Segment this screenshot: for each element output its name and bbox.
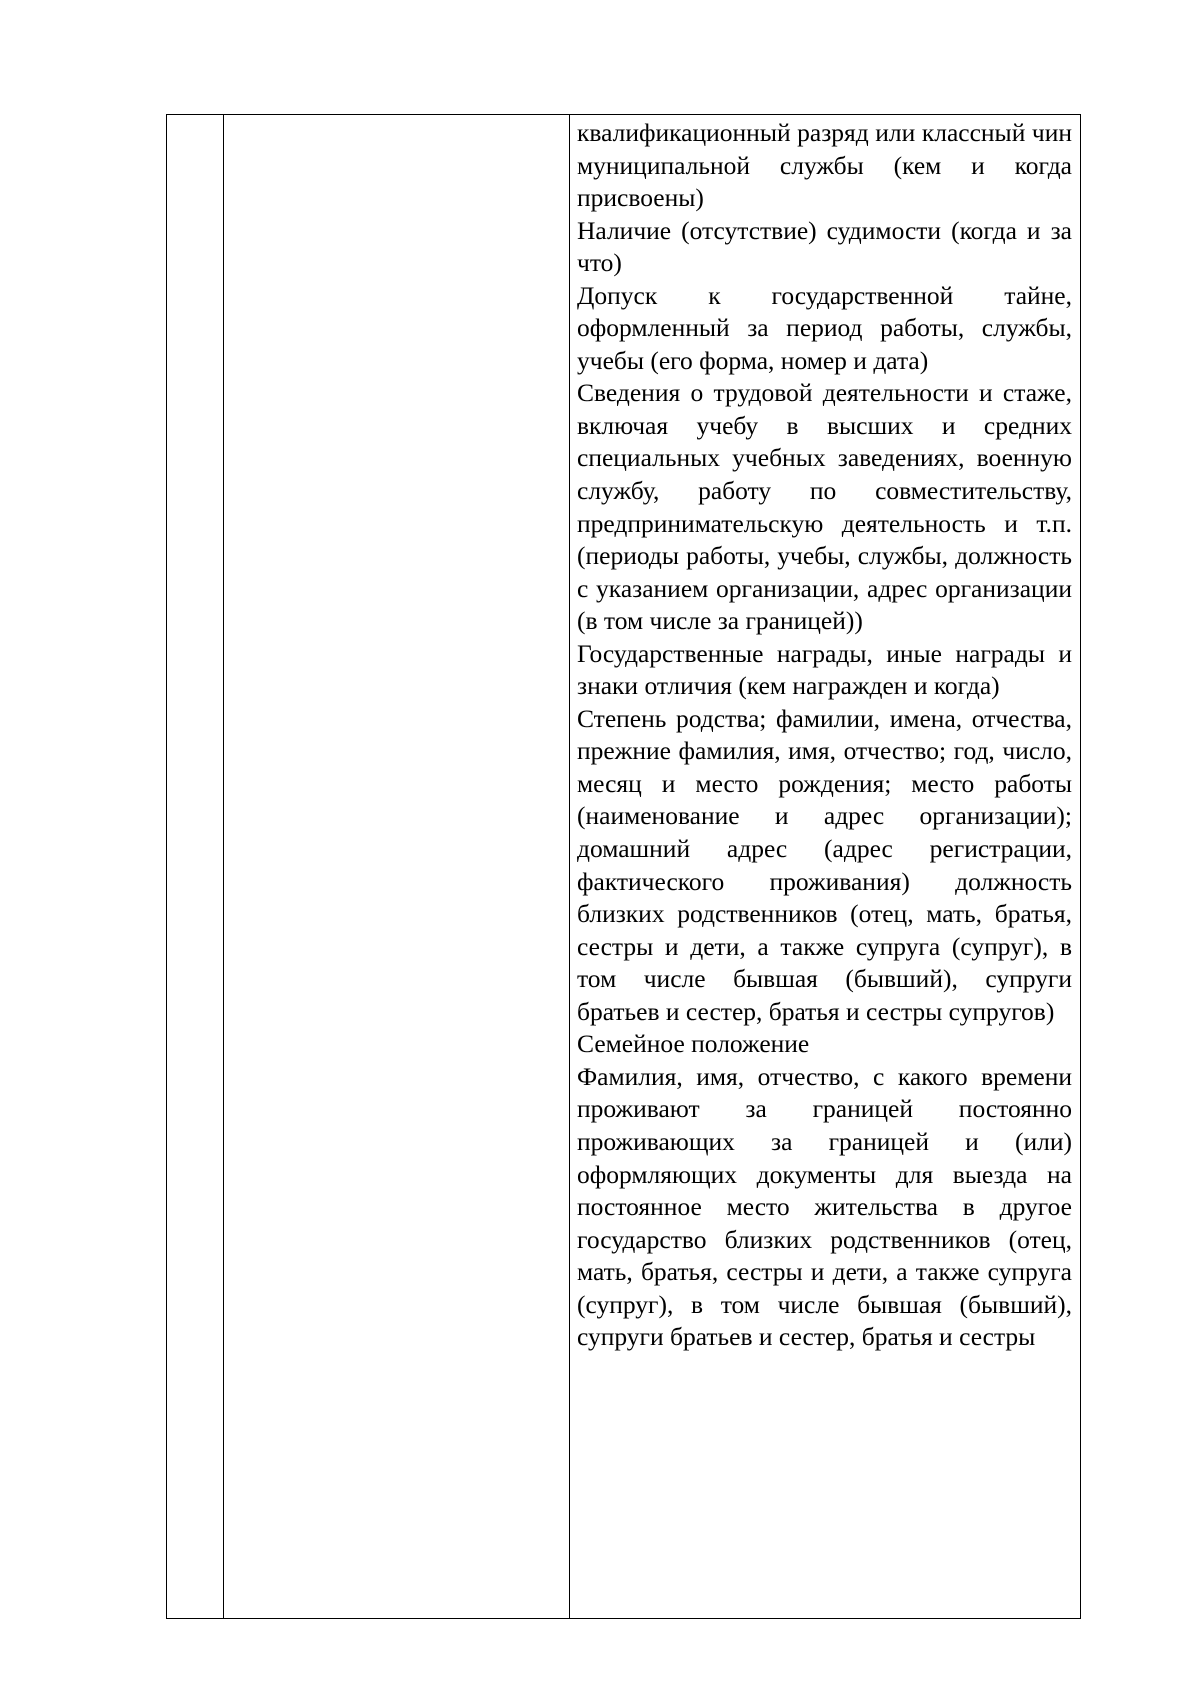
paragraph-state-secret-access: Допуск к государственной тайне, оформленный за период работы, службы, учебы (его форма, номер и дата) [577, 280, 1072, 375]
paragraph-relatives-abroad: Фамилия, имя, отчество, с какого времени проживают за границей постоянно проживающих за границей и (или) оформляющих документы для выезда на постоянное место жительства в другое государство близких родственников (отец, мать, братья, сестры и дети, а также супруга (супруг), в том числе бывшая (бывший), супруги братьев и сестер, братья и сестры [577, 1061, 1072, 1352]
row-content-cell [570, 115, 1081, 1619]
row-name-cell [224, 115, 570, 1619]
table-row [167, 115, 1081, 1619]
paragraph-work-history: Сведения о трудовой деятельности и стаже, включая учебу в высших и средних специальных учебных заведениях, военную службу, работу по совместительству, предпринимательскую деятельность и т.п. (периоды работы, учебы, службы, должность с указанием организации, адрес организации (в том числе за границей)) [577, 378, 1072, 636]
paragraph-awards: Государственные награды, иные награды и знаки отличия (кем награжден и когда) [577, 638, 1072, 701]
document-table [166, 114, 1081, 1619]
paragraph-qualification-rank: квалификационный разряд или классный чин муниципальной службы (кем и когда присвоены) [577, 118, 1072, 213]
row-number-cell [167, 115, 224, 1619]
paragraph-criminal-record: Наличие (отсутствие) судимости (когда и за что) [577, 215, 1072, 278]
paragraph-relatives: Степень родства; фамилии, имена, отчества, прежние фамилия, имя, отчество; год, число, месяц и место рождения; место работы (наименование и адрес организации); домашний адрес (адрес регистрации, фактического проживания) должность близких родственников (отец, мать, братья, сестры и дети, а также супруга (супруг), в том числе бывшая (бывший), супруги братьев и сестер, братья и сестры супругов) [577, 703, 1072, 1026]
paragraph-marital-status: Семейное положение [577, 1029, 810, 1059]
